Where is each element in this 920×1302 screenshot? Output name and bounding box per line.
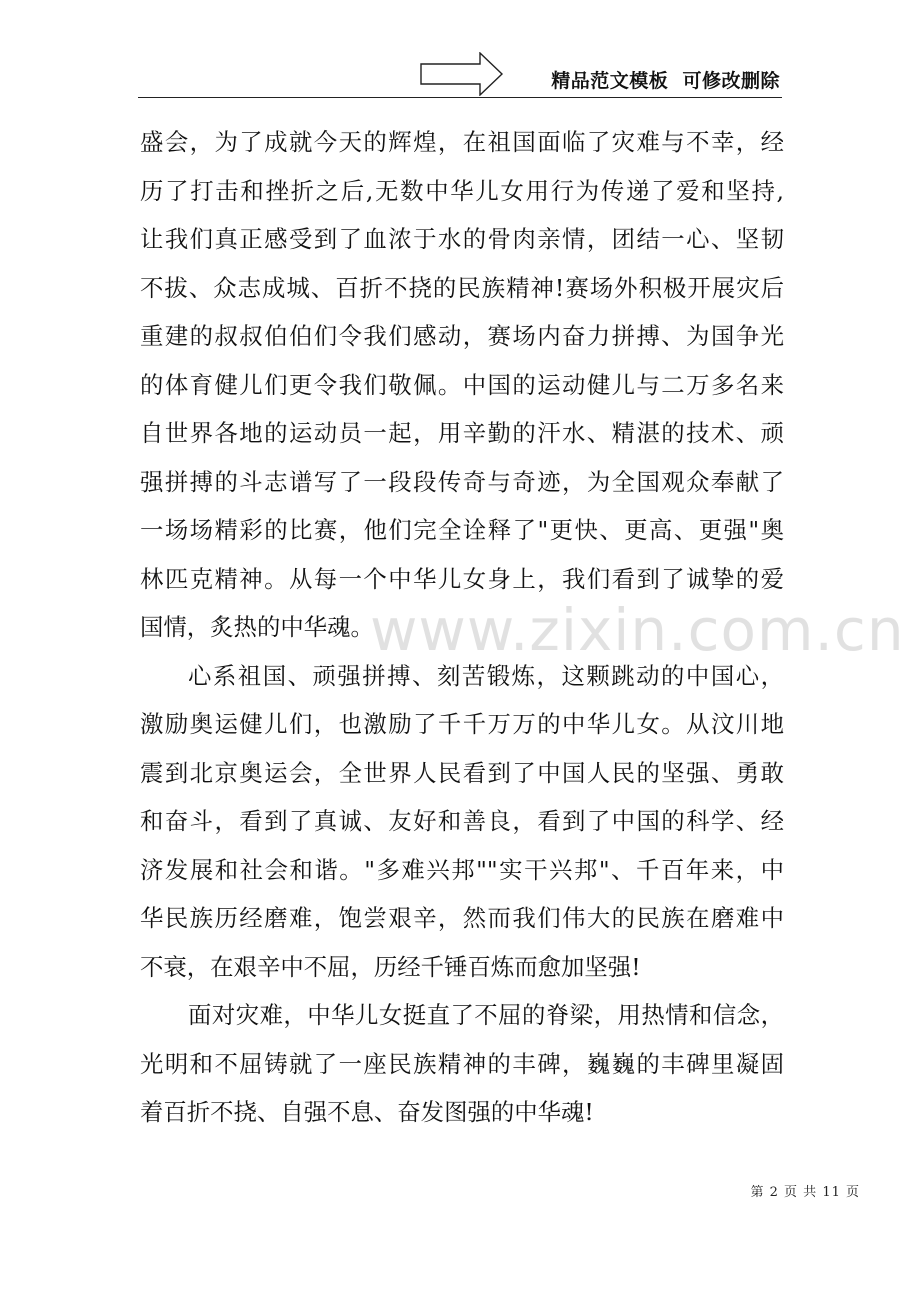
page-header xyxy=(138,52,782,98)
paragraph-1 xyxy=(140,118,784,652)
right-arrow-icon xyxy=(420,52,504,96)
paragraph-2 xyxy=(140,652,784,992)
text-line: 心系祖国、顽强拼搏、刻苦锻炼，这颗跳动的中国心， xyxy=(188,661,784,690)
text-line: 强拼搏的斗志谱写了一段段传奇与奇迹，为全国观众奉献了 xyxy=(140,467,784,496)
text-line: 自世界各地的运动员一起，用辛勤的汗水、精湛的技术、顽 xyxy=(140,419,784,447)
text-line: 济发展和社会和谐。"多难兴邦""实干兴邦"、千百年来，中 xyxy=(140,855,784,884)
text-line: 着百折不挠、自强不息、奋发图强的中华魂! xyxy=(140,1098,594,1126)
document-body xyxy=(140,118,784,1137)
text-line: 让我们真正感受到了血浓于水的骨肉亲情，团结一心、坚韧 xyxy=(140,225,784,253)
text-line: 一场场精彩的比赛，他们完全诠释了"更快、更高、更强"奥 xyxy=(140,516,784,544)
text-line: 国情，炙热的中华魂。 xyxy=(140,613,374,641)
text-line: 面对灾难，中华儿女挺直了不屈的脊梁，用热情和信念， xyxy=(188,1001,784,1029)
text-line: 的体育健儿们更令我们敬佩。中国的运动健儿与二万多名来 xyxy=(140,370,784,399)
watermark: www.zixin.com.cn xyxy=(370,596,905,664)
text-line: 不拔、众志成城、百折不挠的民族精神!赛场外积极开展灾后 xyxy=(140,273,784,302)
text-line: 激励奥运健儿们，也激励了千千万万的中华儿女。从汶川地 xyxy=(140,710,784,738)
text-line: 震到北京奥运会，全世界人民看到了中国人民的坚强、勇敢 xyxy=(140,758,784,787)
text-line: 和奋斗，看到了真诚、友好和善良，看到了中国的科学、经 xyxy=(140,807,784,835)
text-line: 不衰，在艰辛中不屈，历经千锤百炼而愈加坚强! xyxy=(140,952,641,981)
paragraph-3 xyxy=(140,991,784,1137)
text-line: 华民族历经磨难，饱尝艰辛，然而我们伟大的民族在磨难中 xyxy=(140,904,784,932)
text-line: 历了打击和挫折之后,无数中华儿女用行为传递了爱和坚持, xyxy=(140,176,784,205)
page-number: 第 2 页 共 11 页 xyxy=(750,1185,860,1200)
text-line: 光明和不屈铸就了一座民族精神的丰碑，巍巍的丰碑里凝固 xyxy=(140,1049,784,1078)
text-line: 重建的叔叔伯伯们令我们感动，赛场内奋力拼搏、为国争光 xyxy=(140,322,784,350)
header-divider xyxy=(138,97,782,98)
text-line: 林匹克精神。从每一个中华儿女身上，我们看到了诚挚的爱 xyxy=(140,564,784,593)
text-line: 盛会，为了成就今天的辉煌，在祖国面临了灾难与不幸，经 xyxy=(140,128,784,156)
header-label: 精品范文模板 可修改删除 xyxy=(551,70,780,92)
